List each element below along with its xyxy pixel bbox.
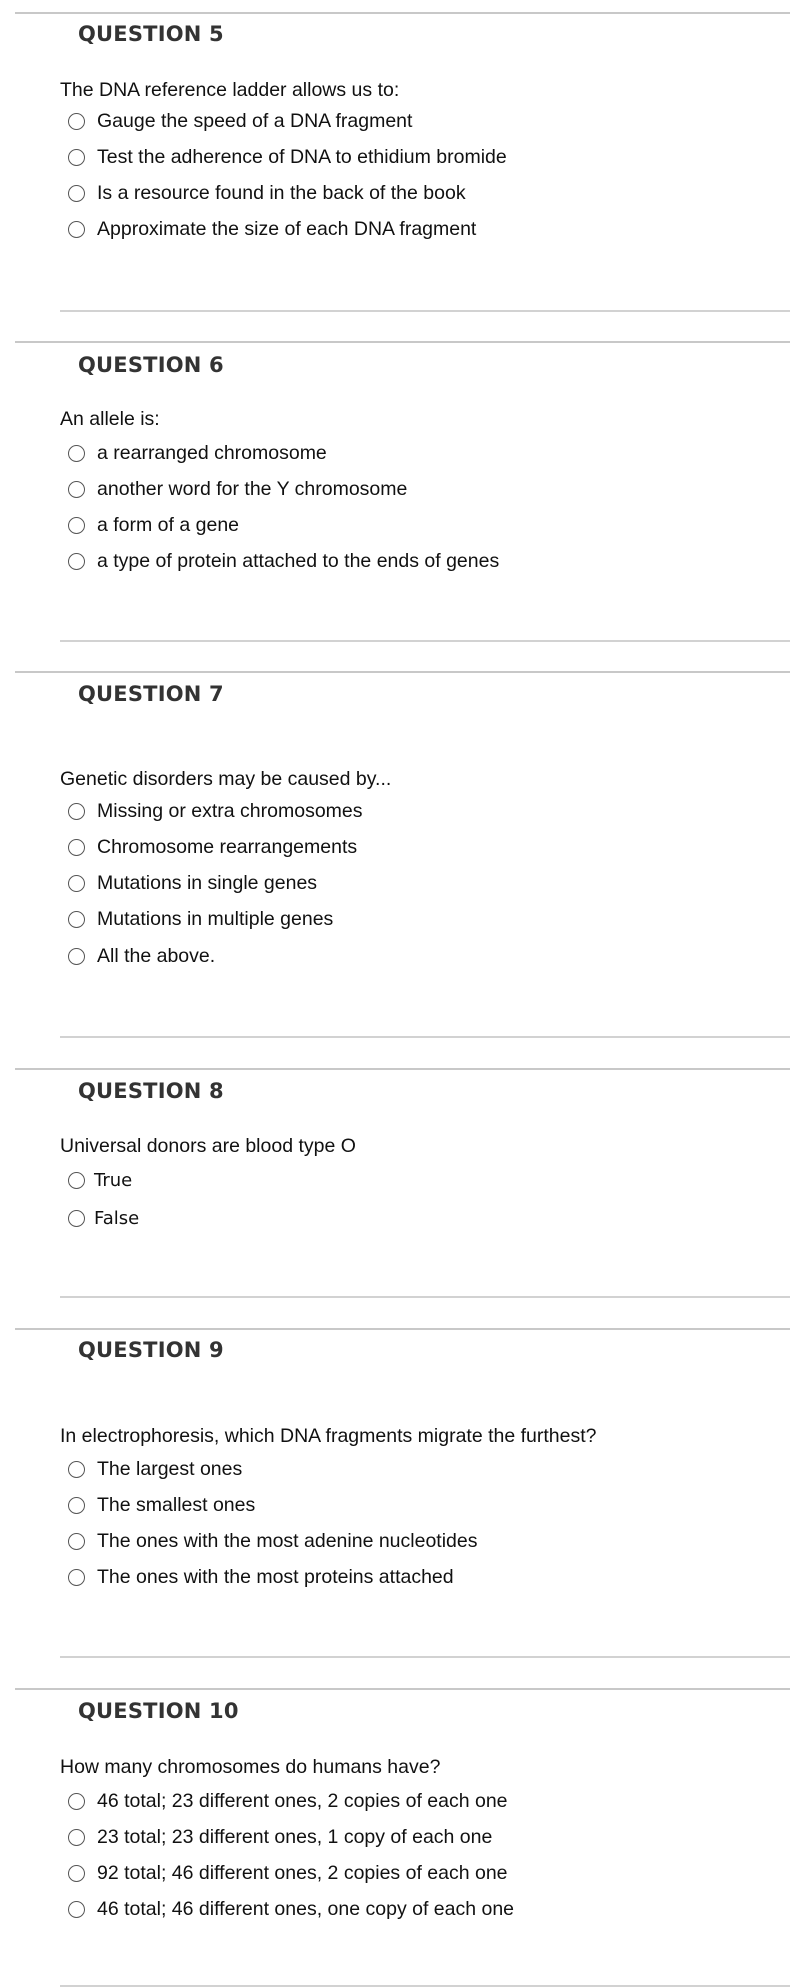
answer-option[interactable] [68,833,357,861]
question-divider-bottom [60,1985,790,1987]
answer-option[interactable] [68,1859,508,1887]
option-label: a type of protein attached to the ends of genes [97,549,500,572]
radio-button[interactable] [68,185,85,202]
answer-option[interactable] [68,1895,514,1923]
answer-option[interactable] [68,547,499,575]
radio-button[interactable] [68,445,85,462]
option-label: The smallest ones [97,1493,256,1516]
option-label: The largest ones [97,1457,243,1480]
answer-option[interactable] [68,797,363,825]
question-title: QUESTION 8 [78,1079,224,1103]
radio-button[interactable] [68,911,85,928]
radio-button[interactable] [68,839,85,856]
question-divider-bottom [60,1656,790,1658]
radio-button[interactable] [68,553,85,570]
answer-option[interactable] [68,215,476,243]
answer-option[interactable] [68,1787,508,1815]
radio-button[interactable] [68,1829,85,1846]
radio-button[interactable] [68,517,85,534]
radio-button[interactable] [68,1172,85,1189]
radio-button[interactable] [68,481,85,498]
option-label: Is a resource found in the back of the book [97,181,466,204]
answer-option[interactable] [68,1455,242,1483]
answer-option[interactable] [68,179,466,207]
radio-button[interactable] [68,221,85,238]
question-prompt: In electrophoresis, which DNA fragments migrate the furthest? [60,1425,597,1447]
option-label: The ones with the most adenine nucleotides [97,1529,478,1552]
option-label: Mutations in single genes [97,871,318,894]
answer-option[interactable] [68,942,215,970]
option-label: The ones with the most proteins attached [97,1565,454,1588]
answer-option[interactable] [68,143,507,171]
answer-option[interactable] [68,511,239,539]
question-divider-bottom [60,1296,790,1298]
answer-option[interactable] [68,439,327,467]
question-title: QUESTION 10 [78,1699,239,1723]
question-divider-top [15,1328,790,1330]
question-divider-top [15,341,790,343]
radio-button[interactable] [68,113,85,130]
question-prompt: Genetic disorders may be caused by... [60,768,392,790]
radio-button[interactable] [68,948,85,965]
answer-option[interactable] [68,1563,454,1591]
question-title: QUESTION 7 [78,682,224,706]
radio-button[interactable] [68,1497,85,1514]
option-label: another word for the Y chromosome [97,477,408,500]
option-label: All the above. [97,944,216,967]
option-label: a form of a gene [97,513,240,536]
question-title: QUESTION 9 [78,1338,224,1362]
option-label: Mutations in multiple genes [97,907,334,930]
answer-option[interactable] [68,475,407,503]
option-label: True [94,1169,133,1191]
answer-option[interactable] [68,107,412,135]
question-divider-bottom [60,640,790,642]
option-label: Test the adherence of DNA to ethidium bromide [97,145,507,168]
option-label: 92 total; 46 different ones, 2 copies of each one [97,1861,508,1884]
radio-button[interactable] [68,1793,85,1810]
option-label: 46 total; 46 different ones, one copy of each one [97,1897,515,1920]
radio-button[interactable] [68,1533,85,1550]
option-label: 46 total; 23 different ones, 2 copies of each one [97,1789,508,1812]
radio-button[interactable] [68,1901,85,1918]
question-divider-top [15,671,790,673]
question-prompt: The DNA reference ladder allows us to: [60,79,400,101]
answer-option[interactable] [68,1491,255,1519]
question-divider-top [15,12,790,14]
answer-option[interactable] [68,869,317,897]
option-label: Missing or extra chromosomes [97,799,363,822]
radio-button[interactable] [68,149,85,166]
question-prompt: Universal donors are blood type O [60,1135,356,1157]
radio-button[interactable] [68,1569,85,1586]
option-label: Chromosome rearrangements [97,835,358,858]
radio-button[interactable] [68,875,85,892]
option-label: a rearranged chromosome [97,441,327,464]
radio-button[interactable] [68,1210,85,1227]
question-divider-top [15,1688,790,1690]
answer-option[interactable] [68,1527,478,1555]
question-divider-top [15,1068,790,1070]
radio-button[interactable] [68,1865,85,1882]
option-label: Approximate the size of each DNA fragment [97,217,477,240]
question-prompt: An allele is: [60,408,160,430]
radio-button[interactable] [68,1461,85,1478]
answer-option[interactable] [68,1166,132,1194]
question-divider-bottom [60,310,790,312]
answer-option[interactable] [68,1823,492,1851]
question-divider-bottom [60,1036,790,1038]
option-label: False [94,1207,140,1229]
option-label: 23 total; 23 different ones, 1 copy of each one [97,1825,493,1848]
question-title: QUESTION 5 [78,22,224,46]
question-title: QUESTION 6 [78,353,224,377]
option-label: Gauge the speed of a DNA fragment [97,109,413,132]
radio-button[interactable] [68,803,85,820]
answer-option[interactable] [68,1204,139,1232]
question-prompt: How many chromosomes do humans have? [60,1756,441,1778]
answer-option[interactable] [68,905,333,933]
